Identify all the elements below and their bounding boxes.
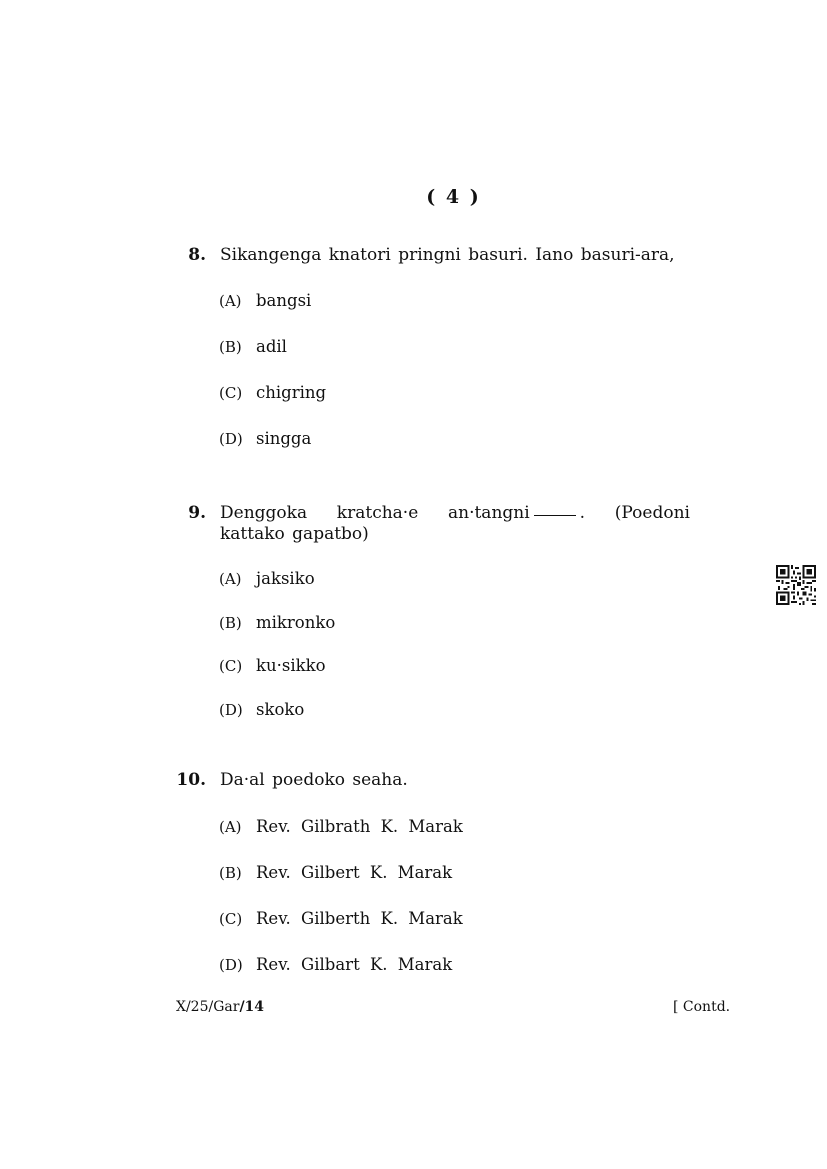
question-text-before-blank: Denggoka kratcha·e an·tangni [220, 503, 530, 523]
answer-blank [534, 515, 576, 516]
option-label: (D) [219, 700, 243, 719]
option-text: Rev. Gilbrath K. Marak [256, 817, 463, 836]
option-label: (B) [219, 338, 242, 356]
option-label: (C) [219, 384, 243, 402]
option-label: (A) [219, 570, 242, 588]
question-text [220, 503, 690, 545]
option-label: (C) [219, 910, 243, 928]
option-label: (B) [219, 613, 242, 632]
page-number: ( 4 ) [426, 186, 481, 208]
option-label: (D) [219, 956, 243, 974]
question-number: 8. [188, 245, 206, 265]
option-text: jaksiko [256, 569, 315, 588]
option-text: chigring [256, 383, 327, 402]
option-text: skoko [256, 699, 305, 719]
continued-note: [ Contd. [673, 999, 731, 1015]
option-c [219, 382, 690, 403]
option-text: Rev. Gilbert K. Marak [256, 863, 453, 882]
option-b [219, 862, 690, 883]
qr-code-icon [776, 565, 816, 605]
option-text: mikronko [256, 612, 336, 632]
option-b [219, 336, 690, 357]
question-9 [170, 503, 690, 742]
question-stem [170, 503, 690, 545]
option-a [219, 568, 690, 589]
paper-code-prefix: X/25/Gar [176, 999, 240, 1015]
option-label: (A) [219, 292, 242, 310]
option-c [219, 655, 690, 676]
option-label: (D) [219, 430, 243, 448]
option-d [219, 954, 690, 975]
question-stem [170, 770, 690, 791]
option-text: bangsi [256, 291, 312, 310]
options-list [219, 568, 690, 720]
options-list [219, 816, 690, 975]
options-list [219, 290, 690, 449]
option-a [219, 816, 690, 837]
question-text: Da·al poedoko seaha. [220, 770, 408, 790]
option-text: Rev. Gilbart K. Marak [256, 955, 453, 974]
question-stem [170, 245, 690, 266]
option-d [219, 699, 690, 720]
option-a [219, 290, 690, 311]
question-number: 10. [176, 770, 206, 790]
option-label: (C) [219, 657, 243, 675]
question-8 [170, 245, 690, 474]
option-text: singga [256, 429, 312, 448]
option-label: (A) [219, 818, 242, 836]
question-number: 9. [188, 503, 206, 523]
option-b [219, 612, 690, 633]
option-text: ku·sikko [256, 656, 326, 675]
option-label: (B) [219, 864, 242, 882]
option-d [219, 428, 690, 449]
question-text: Sikangenga knatori pringni basuri. Iano basuri-ara, [220, 245, 675, 265]
paper-code [176, 999, 264, 1015]
option-text: Rev. Gilberth K. Marak [256, 909, 463, 928]
option-text: adil [256, 337, 287, 356]
option-c [219, 908, 690, 929]
question-10 [170, 770, 690, 1000]
paper-code-suffix: /14 [239, 999, 265, 1015]
question-text-after-blank: . (Poedoni kattako gapatbo) [220, 503, 690, 544]
